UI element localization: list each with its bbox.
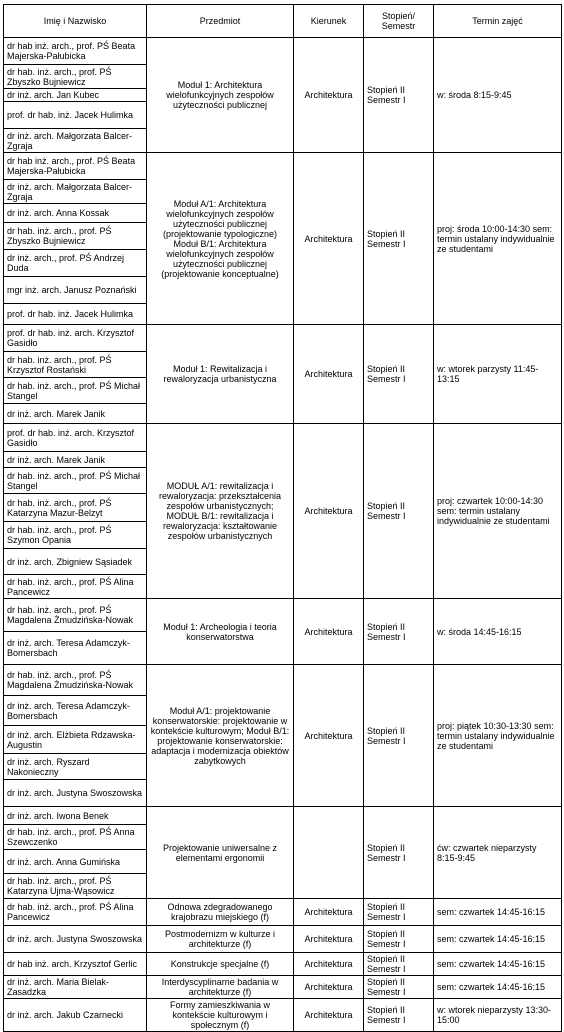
table-row — [4, 976, 562, 999]
instructor-name: prof. dr hab. inż. Jacek Hulimka — [4, 102, 147, 129]
instructor-name: dr inż. arch. Marek Janik — [4, 404, 147, 424]
instructor-name: dr hab. inż. arch., prof. PŚ Michał Stangel — [4, 468, 147, 494]
instructor-name: dr hab. inż. arch., prof. PŚ Katarzyna Mazur-Belzyt — [4, 494, 147, 522]
direction-cell: Architektura — [294, 325, 364, 424]
table-row — [4, 153, 562, 180]
instructor-name: dr hab. inż. arch., prof. PŚ Zbyszko Bujniewicz — [4, 223, 147, 250]
header-subject: Przedmiot — [147, 5, 294, 38]
table-row — [4, 953, 562, 976]
instructor-name: dr inż. arch. Iwona Benek — [4, 807, 147, 825]
header-level: Stopień/ Semestr — [364, 5, 434, 38]
table-row — [4, 665, 562, 696]
subject-cell: Interdyscyplinarne badania w architekturze (f) — [147, 976, 294, 999]
direction-cell: Architektura — [294, 153, 364, 325]
instructor-name: dr inż. arch. Anna Kossak — [4, 204, 147, 223]
term-cell: proj: piątek 10:30-13:30 sem: termin ustalany indywidualnie ze studentami — [434, 665, 562, 807]
instructor-name: dr hab. inż. arch., prof. PŚ Szymon Opania — [4, 522, 147, 549]
level-cell: Stopień II Semestr I — [364, 976, 434, 999]
instructor-name: dr inż. arch. Marek Janik — [4, 452, 147, 468]
subject-cell: Moduł A/1: Architektura wielofunkcyjnych zespołów użyteczności publicznej (projektowanie typologiczne) Moduł B/1: Architektura wielofunkcyjnych zespołów użyteczności publicznej (projektowanie konceptualne) — [147, 153, 294, 325]
instructor-name: mgr inż. arch. Janusz Poznański — [4, 277, 147, 304]
table-row — [4, 38, 562, 65]
instructor-name: dr hab. inż. arch., prof. PŚ Krzysztof Rostański — [4, 352, 147, 378]
term-cell: proj: środa 10:00-14:30 sem: termin ustalany indywidualnie ze studentami — [434, 153, 562, 325]
instructor-name: dr hab. inż. arch., prof. PŚ Michał Stangel — [4, 378, 147, 404]
instructor-name: dr inż. arch. Jakub Czarnecki — [4, 999, 147, 1032]
instructor-name: dr inż. arch. Jan Kubec — [4, 89, 147, 102]
direction-cell — [294, 807, 364, 899]
subject-cell: Moduł 1: Archeologia i teoria konserwatorstwa — [147, 599, 294, 665]
level-cell: Stopień II Semestr I — [364, 599, 434, 665]
level-cell: Stopień II Semestr I — [364, 999, 434, 1032]
schedule-table — [3, 4, 562, 1032]
subject-cell: Moduł 1: Architektura wielofunkcyjnych zespołów użyteczności publicznej — [147, 38, 294, 153]
direction-cell: Architektura — [294, 999, 364, 1032]
subject-cell: MODUŁ A/1: rewitalizacja i rewaloryzacja: przekształcenia zespołów urbanistycznych; MODUŁ B/1: rewitalizacja i rewaloryzacja: kształtowanie zespołów urbanistycznych — [147, 424, 294, 599]
term-cell: sem: czwartek 14:45-16:15 — [434, 899, 562, 926]
instructor-name: prof. dr hab. inż. Jacek Hulimka — [4, 304, 147, 325]
subject-cell: Konstrukcje specjalne (f) — [147, 953, 294, 976]
instructor-name: dr hab. inż. arch., prof. PŚ Katarzyna Ujma-Wąsowicz — [4, 874, 147, 899]
subject-cell: Moduł 1: Rewitalizacja i rewaloryzacja urbanistyczna — [147, 325, 294, 424]
term-cell: proj: czwartek 10:00-14:30 sem: termin ustalany indywidualnie ze studentami — [434, 424, 562, 599]
instructor-name: dr inż. arch. Małgorzata Balcer-Zgraja — [4, 180, 147, 204]
table-row — [4, 325, 562, 352]
table-row — [4, 926, 562, 953]
direction-cell: Architektura — [294, 976, 364, 999]
instructor-name: dr hab inż. arch., prof. PŚ Beata Majerska-Pałubicka — [4, 153, 147, 180]
header-row — [4, 5, 562, 38]
direction-cell: Architektura — [294, 665, 364, 807]
instructor-name: dr hab. inż. arch., prof. PŚ Magdalena Żmudzińska-Nowak — [4, 665, 147, 696]
instructor-name: dr inż. arch. Maria Bielak-Zasadzka — [4, 976, 147, 999]
instructor-name: prof. dr hab. inż. arch. Krzysztof Gasidło — [4, 424, 147, 452]
schedule-body — [4, 38, 562, 1032]
instructor-name: prof. dr hab. inż. arch. Krzysztof Gasidło — [4, 325, 147, 352]
level-cell: Stopień II Semestr I — [364, 953, 434, 976]
direction-cell: Architektura — [294, 926, 364, 953]
level-cell: Stopień II Semestr I — [364, 665, 434, 807]
header-direction: Kierunek — [294, 5, 364, 38]
instructor-name: dr inż. arch. Teresa Adamczyk-Bomersbach — [4, 632, 147, 665]
level-cell: Stopień II Semestr I — [364, 926, 434, 953]
level-cell: Stopień II Semestr I — [364, 38, 434, 153]
header-term: Termin zajęć — [434, 5, 562, 38]
table-row — [4, 599, 562, 632]
level-cell: Stopień II Semestr I — [364, 807, 434, 899]
instructor-name: dr inż. arch. Zbigniew Sąsiadek — [4, 549, 147, 575]
term-cell: w: środa 14:45-16:15 — [434, 599, 562, 665]
instructor-name: dr hab. inż. arch., prof. PŚ Zbyszko Bujniewicz — [4, 65, 147, 89]
level-cell: Stopień II Semestr I — [364, 424, 434, 599]
instructor-name: dr inż. arch. Elżbieta Rdzawska-Augustin — [4, 726, 147, 754]
term-cell: ćw: czwartek nieparzysty 8:15-9:45 — [434, 807, 562, 899]
direction-cell: Architektura — [294, 424, 364, 599]
instructor-name: dr hab inż. arch., prof. PŚ Beata Majerska-Pałubicka — [4, 38, 147, 65]
term-cell: sem: czwartek 14:45-16:15 — [434, 926, 562, 953]
term-cell: sem: czwartek 14:45-16:15 — [434, 953, 562, 976]
subject-cell: Projektowanie uniwersalne z elementami ergonomii — [147, 807, 294, 899]
instructor-name: dr inż. arch. Teresa Adamczyk-Bomersbach — [4, 696, 147, 726]
table-row — [4, 999, 562, 1032]
direction-cell: Architektura — [294, 899, 364, 926]
level-cell: Stopień II Semestr I — [364, 899, 434, 926]
subject-cell: Formy zamieszkiwania w kontekście kulturowym i społecznym (f) — [147, 999, 294, 1032]
term-cell: w: wtorek nieparzysty 13:30-15:00 — [434, 999, 562, 1032]
level-cell: Stopień II Semestr I — [364, 153, 434, 325]
table-row — [4, 899, 562, 926]
subject-cell: Moduł A/1: projektowanie konserwatorskie: projektowanie w kontekście kulturowym; Moduł B/1: projektowanie konserwatorskie: adaptacja i modernizacja obiektów zabytkowych — [147, 665, 294, 807]
instructor-name: dr inż. arch. Justyna Swoszowska — [4, 926, 147, 953]
instructor-name: dr inż. arch. Małgorzata Balcer-Zgraja — [4, 129, 147, 153]
instructor-name: dr inż. arch., prof. PŚ Andrzej Duda — [4, 250, 147, 277]
table-row — [4, 807, 562, 825]
instructor-name: dr inż. arch. Anna Gumińska — [4, 850, 147, 874]
instructor-name: dr hab inż. arch. Krzysztof Gerlic — [4, 953, 147, 976]
term-cell: w: środa 8:15-9:45 — [434, 38, 562, 153]
table-row — [4, 424, 562, 452]
instructor-name: dr inż. arch. Ryszard Nakonieczny — [4, 754, 147, 780]
subject-cell: Postmodernizm w kulturze i architekturze (f) — [147, 926, 294, 953]
instructor-name: dr hab. inż. arch., prof. PŚ Alina Pancewicz — [4, 899, 147, 926]
header-name: Imię i Nazwisko — [4, 5, 147, 38]
direction-cell: Architektura — [294, 38, 364, 153]
instructor-name: dr inż. arch. Justyna Swoszowska — [4, 780, 147, 807]
instructor-name: dr hab. inż. arch., prof. PŚ Alina Pancewicz — [4, 575, 147, 599]
term-cell: w: wtorek parzysty 11:45-13:15 — [434, 325, 562, 424]
instructor-name: dr hab. inż. arch., prof. PŚ Anna Szewczenko — [4, 825, 147, 850]
subject-cell: Odnowa zdegradowanego krajobrazu miejskiego (f) — [147, 899, 294, 926]
term-cell: sem: czwartek 14:45-16:15 — [434, 976, 562, 999]
direction-cell: Architektura — [294, 599, 364, 665]
level-cell: Stopień II Semestr I — [364, 325, 434, 424]
direction-cell: Architektura — [294, 953, 364, 976]
instructor-name: dr hab. inż. arch., prof. PŚ Magdalena Żmudzińska-Nowak — [4, 599, 147, 632]
